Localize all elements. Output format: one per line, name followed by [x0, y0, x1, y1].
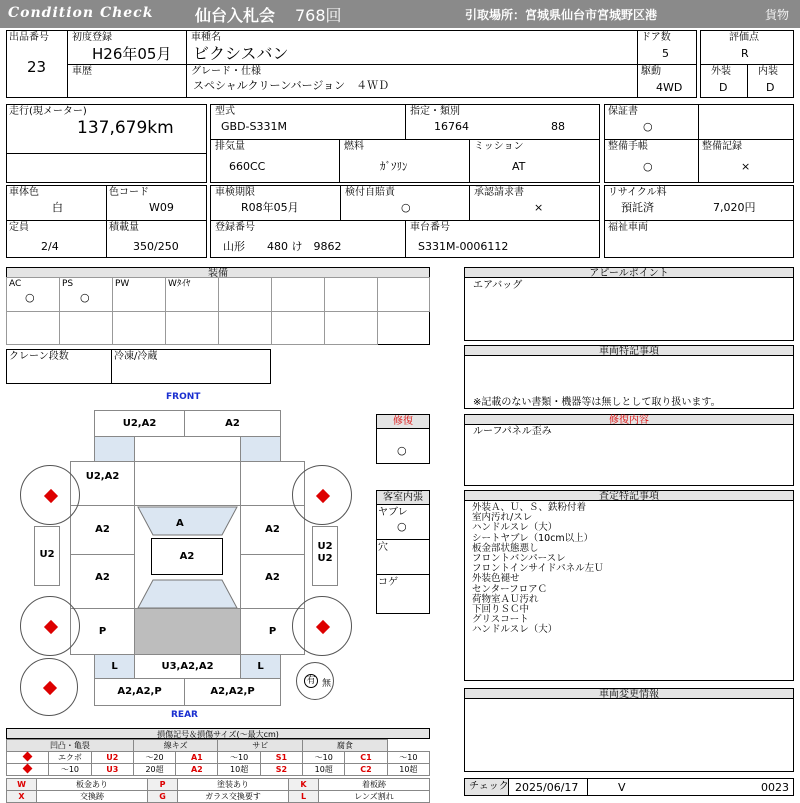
check-row: [464, 778, 794, 796]
plate-cell: [210, 220, 406, 258]
legend-diamond-cell: [7, 764, 49, 776]
front-quarter-left: U2,A2: [70, 461, 135, 506]
windshield-glass: [138, 507, 237, 535]
freezer-label: 冷凍/冷蔵: [114, 351, 158, 362]
manual-label: 整備手帳: [608, 141, 648, 152]
recycle-label: リサイクル料: [608, 187, 667, 198]
legend-cell: S1: [260, 752, 302, 764]
approval-label: 承認請求書: [474, 187, 524, 198]
equip-empty-cell: [377, 277, 430, 312]
equip-ac-label: AC: [9, 279, 22, 289]
cabin-divider: [377, 574, 429, 575]
rear-lamp-right: L: [240, 654, 281, 679]
legend-row-1: [7, 752, 430, 764]
legend-cell: ～20: [133, 752, 175, 764]
int-cell: [747, 64, 794, 98]
rear-door-left: A2: [70, 554, 135, 609]
int-value: D: [766, 81, 775, 94]
equip-empty-cell: [218, 277, 272, 312]
reg-cell: [67, 30, 187, 65]
load-value: 350/250: [133, 240, 179, 253]
equip-wtire-cell: [165, 277, 219, 312]
inspect-box: [464, 500, 794, 681]
cabin-divider: [377, 539, 429, 540]
legend-cell: ～10: [218, 752, 260, 764]
legend-cell: ～10: [49, 764, 91, 776]
legend-head-row: [7, 740, 430, 752]
wheel-spare-left: [20, 658, 78, 716]
check-date: 2025/06/17: [515, 781, 579, 794]
damage-legend: [6, 728, 430, 803]
ext-value: D: [719, 81, 728, 94]
spare-yes: 有: [304, 674, 318, 688]
change-box: [464, 698, 794, 772]
grade-value: スペシャルクリーンバージョン ４ＷＤ: [193, 79, 390, 92]
warranty-cell: [604, 104, 699, 140]
front-fender-right: [240, 436, 281, 462]
legend-key-cell: K: [289, 779, 319, 791]
check-divider: [587, 779, 588, 795]
legend-row-2: [7, 764, 430, 776]
legend-cell: 20超: [133, 764, 175, 776]
legend-h1: 凹凸・亀裂: [7, 740, 134, 752]
legend-key-cell: G: [148, 791, 178, 803]
equip-ac-value: ○: [25, 291, 35, 304]
legend-h4: 腐食: [303, 740, 388, 752]
equip-empty-cell: [59, 311, 113, 345]
legend-h3: サビ: [218, 740, 303, 752]
body-color-cell: [6, 185, 107, 221]
approval-value: ×: [534, 201, 544, 214]
legend-cell: 10超: [387, 764, 429, 776]
legend-key-table: [6, 778, 430, 803]
drive-cell: [637, 64, 697, 98]
body-value: 白: [52, 201, 63, 214]
diamond-icon: [23, 764, 33, 774]
legend-cell: A1: [176, 752, 218, 764]
record-label: 整備記録: [702, 141, 742, 152]
inspect-line: 下回りＳＣ中: [472, 604, 530, 616]
lot-label: 出品番号: [9, 32, 49, 43]
legend-table: [6, 739, 430, 776]
record-value: ×: [741, 160, 751, 173]
legend-key-cell: W: [7, 779, 37, 791]
manual-value: ○: [643, 160, 653, 173]
inspection-label: 車検期限: [215, 187, 255, 198]
equip-empty-cell: [112, 311, 166, 345]
recycle-fee: 7,020円: [713, 201, 756, 214]
repair-value: ○: [397, 444, 407, 457]
ext-label: 外装: [711, 66, 731, 77]
cabin-ana-label: 穴: [378, 542, 388, 553]
legend-cell: エクボ: [49, 752, 91, 764]
vehicle-category: 貨物: [765, 8, 790, 22]
front-label: FRONT: [166, 392, 201, 402]
grade-label: グレード・仕様: [191, 66, 261, 77]
cc-value: 660CC: [229, 160, 266, 173]
chassis-cell: [405, 220, 600, 258]
legend-cell: U2: [91, 752, 133, 764]
legend-key-cell: 塗装あり: [178, 779, 289, 791]
header-bar: [0, 0, 800, 28]
warranty-extra-cell: [698, 104, 794, 140]
equip-pw-label: PW: [115, 279, 130, 289]
legend-key-cell: X: [7, 791, 37, 803]
inspect-line: シートヤブレ（10cm以上）: [472, 532, 594, 544]
wheel-rear-right: [292, 596, 352, 656]
cabin-koge-label: コゲ: [378, 577, 398, 588]
body-label: 車体色: [9, 187, 39, 198]
special-box: [464, 355, 794, 409]
wheel-marker: [316, 620, 330, 634]
legend-diamond-cell: [7, 752, 49, 764]
legend-title: 損傷記号＆損傷サイズ(～最大cm): [6, 728, 430, 739]
cabin-yabure-value: ○: [397, 520, 407, 533]
spec-label: 指定・類別: [410, 106, 460, 117]
history-cell: [67, 64, 187, 98]
wheel-marker: [316, 489, 330, 503]
spare-no: 無: [322, 679, 332, 689]
color-code-value: W09: [149, 201, 174, 214]
spec-cell: [405, 104, 600, 140]
pickup-location: 引取場所：宮城県仙台市宮城野区港: [465, 8, 658, 22]
equip-empty-cell: [218, 311, 272, 345]
manual-cell: [604, 139, 699, 183]
legend-cell: S2: [260, 764, 302, 776]
wheel-marker: [44, 620, 58, 634]
legend-cell: 10超: [218, 764, 260, 776]
check-mark: V: [618, 781, 626, 794]
rear-quarter-left: P: [70, 608, 135, 655]
legend-cell: ～10: [387, 752, 429, 764]
reg-label: 初度登録: [72, 32, 112, 43]
fuel-value: ｶﾞｿﾘﾝ: [380, 160, 408, 173]
autoins-cell: [340, 185, 470, 221]
int-label: 内装: [758, 66, 778, 77]
legend-key-cell: L: [289, 791, 319, 803]
equipment-title: 装備: [6, 267, 430, 278]
inspect-line: グリスコート: [472, 614, 529, 626]
equip-ps-cell: [59, 277, 113, 312]
rear-door-right: A2: [240, 554, 305, 609]
cargo-floor: [134, 608, 241, 655]
model-cell: [210, 104, 406, 140]
autoins-value: ○: [401, 201, 411, 214]
record-cell: [698, 139, 794, 183]
rear-bumper-right: A2,A2,P: [184, 678, 281, 706]
equip-wtire-label: Wﾀｲﾔ: [168, 279, 191, 289]
spec-value-1: 16764: [434, 120, 469, 133]
wheel-front-left: [20, 465, 80, 525]
legend-cell: A2: [176, 764, 218, 776]
repair-box: [376, 414, 430, 464]
inspect-line: 外装色褪せ: [472, 573, 520, 585]
rear-glass: [138, 580, 237, 608]
warranty-value: ○: [643, 120, 653, 133]
inspect-line: ハンドルスレ（大）: [472, 522, 558, 534]
rear-bumper-left: A2,A2,P: [94, 678, 185, 706]
form-title: Condition Check: [8, 5, 154, 21]
ext-cell: [700, 64, 748, 98]
check-label-cell: [465, 779, 509, 795]
legend-key-cell: レンズ割れ: [319, 791, 430, 803]
front-bumper-left: U2,A2: [94, 410, 185, 437]
rear-lamp-left: L: [94, 654, 135, 679]
mission-cell: [469, 139, 600, 183]
cabin-box: [376, 490, 430, 614]
equip-empty-cell: [324, 311, 378, 345]
mileage-value: 137,679km: [77, 118, 174, 138]
equip-ac-cell: [6, 277, 60, 312]
legend-key-cell: 交換跡: [37, 791, 148, 803]
front-door-right: A2: [240, 505, 305, 555]
front-bumper-right: A2: [184, 410, 281, 437]
model-value: GBD-S331M: [221, 120, 287, 133]
lot-cell: [6, 30, 68, 98]
back-door: U3,A2,A2: [134, 654, 241, 679]
wheel-marker: [43, 681, 57, 695]
equip-empty-cell: [6, 311, 60, 345]
recycle-status: 預託済: [621, 201, 654, 214]
wheel-marker: [44, 489, 58, 503]
legend-cell: U3: [91, 764, 133, 776]
autoins-label: 検付自賠責: [345, 187, 395, 198]
wheel-front-right: [292, 465, 352, 525]
legend-key-cell: 着板跡: [319, 779, 430, 791]
cc-label: 排気量: [215, 141, 245, 152]
doors-value: 5: [662, 47, 669, 60]
rear-quarter-right: P: [240, 608, 305, 655]
capacity-cell: [6, 220, 107, 258]
inspect-line: 板金部状態悪し: [472, 542, 539, 554]
windshield-label: A: [176, 518, 184, 529]
front-door-left: A2: [70, 505, 135, 555]
change-title: 車両変更情報: [464, 688, 794, 699]
crane-cell: [6, 349, 112, 384]
legend-key-row-1: [7, 779, 430, 791]
diamond-icon: [23, 752, 33, 762]
recycle-cell: [604, 185, 794, 221]
name-cell: [186, 30, 638, 65]
model-label: 型式: [215, 106, 235, 117]
chassis-value: S331M-0006112: [418, 240, 509, 253]
crane-label: クレーン段数: [9, 351, 69, 362]
color-code-cell: [106, 185, 207, 221]
name-label: 車種名: [191, 32, 221, 43]
inspect-line: フロントバンパースレ: [472, 553, 566, 565]
car-name: ビクシスバン: [193, 44, 289, 63]
appeal-box: [464, 277, 794, 341]
cc-cell: [210, 139, 340, 183]
repair-detail-text: ルーフパネル歪み: [473, 426, 552, 437]
score-label: 評価点: [729, 32, 759, 43]
rear-label: REAR: [171, 710, 198, 720]
inspect-line: 外装Ａ、Ｕ、Ｓ、鉄粉付着: [472, 502, 587, 513]
load-cell: [106, 220, 207, 258]
right-side-panel: U2 U2: [312, 526, 338, 586]
cabin-title: 客室内張: [377, 491, 429, 505]
equipment-cells: [6, 277, 430, 345]
reg-value: H26年05月: [92, 45, 172, 63]
welfare-cell: [604, 220, 794, 258]
plate-label: 登録番号: [215, 222, 255, 233]
inspect-line: センターフロアＣ: [472, 583, 548, 595]
score-cell: [700, 30, 794, 65]
chassis-label: 車台番号: [410, 222, 450, 233]
inspect-line: フロントインサイドパネル左Ｕ: [472, 563, 604, 575]
equip-empty-cell: [165, 311, 219, 345]
legend-h2: 線キズ: [133, 740, 218, 752]
check-label: チェック: [469, 781, 509, 792]
lot-number: 23: [27, 58, 47, 76]
appeal-text: エアバッグ: [473, 280, 523, 291]
capacity-label: 定員: [9, 222, 29, 233]
welfare-label: 福祉車両: [608, 222, 648, 233]
inspect-line: 荷物室ＡＵ汚れ: [472, 593, 539, 605]
drive-label: 駆動: [641, 66, 661, 77]
legend-cell: 10超: [303, 764, 345, 776]
auction-session: 768回: [295, 6, 342, 25]
mission-value: AT: [512, 160, 526, 173]
inspect-title: 査定特記事項: [464, 490, 794, 501]
drive-value: 4WD: [656, 81, 683, 94]
legend-key-cell: ガラス交換要す: [178, 791, 289, 803]
equip-empty-cell: [271, 277, 325, 312]
warranty-label: 保証書: [608, 106, 638, 117]
equip-empty-cell: [324, 277, 378, 312]
capacity-value: 2/4: [41, 240, 59, 253]
mission-label: ミッション: [474, 141, 524, 152]
repair-detail-box: [464, 424, 794, 486]
grade-cell: [186, 64, 638, 98]
spec-value-2: 88: [551, 120, 565, 133]
equip-ps-value: ○: [80, 291, 90, 304]
doors-cell: [637, 30, 697, 65]
plate-value: 山形 480 け 9862: [223, 240, 342, 253]
legend-cell: C2: [345, 764, 387, 776]
hood: [134, 436, 241, 462]
windshield-area: [134, 461, 241, 506]
approval-cell: [469, 185, 600, 221]
special-note: ※記載のない書類・機器等は無しとして取り扱います。: [473, 397, 721, 408]
check-code: 0023: [761, 781, 789, 794]
legend-cell: C1: [345, 752, 387, 764]
mileage-note-cell: [6, 153, 207, 183]
auction-name: 仙台入札会: [195, 6, 276, 25]
fuel-cell: [339, 139, 470, 183]
inspection-cell: [210, 185, 341, 221]
inspection-value: R08年05月: [241, 201, 299, 214]
inspect-line: 室内汚れ/スレ: [472, 512, 533, 524]
front-fender-left: [94, 436, 135, 462]
fuel-label: 燃料: [344, 141, 364, 152]
appeal-title: アピールポイント: [464, 267, 794, 278]
cabin-yabure-label: ヤブレ: [378, 507, 408, 518]
legend-cell: ～10: [303, 752, 345, 764]
legend-key-cell: P: [148, 779, 178, 791]
repair-detail-title: 修復内容: [464, 414, 794, 425]
history-label: 車歴: [72, 66, 92, 77]
repair-title: 修復: [377, 415, 429, 429]
special-title: 車両特記事項: [464, 345, 794, 356]
inspect-line: ハンドルスレ（大）: [472, 624, 558, 636]
doors-label: ドア数: [641, 32, 671, 43]
wheel-rear-left: [20, 596, 80, 656]
load-label: 積載量: [109, 222, 139, 233]
inspect-lines: [472, 503, 604, 636]
equip-empty-cell: [271, 311, 325, 345]
score-value: R: [741, 47, 749, 60]
mileage-cell: [6, 104, 207, 154]
roof-center: A2: [151, 538, 223, 575]
legend-key-row-2: [7, 791, 430, 803]
mileage-label: 走行(現メーター): [9, 106, 87, 117]
legend-key-cell: 板金あり: [37, 779, 148, 791]
freezer-cell: [111, 349, 271, 384]
left-side-panel: U2: [34, 526, 60, 586]
color-code-label: 色コード: [109, 187, 149, 198]
equip-pw-cell: [112, 277, 166, 312]
car-diagram: [0, 400, 370, 710]
equip-ps-label: PS: [62, 279, 74, 289]
